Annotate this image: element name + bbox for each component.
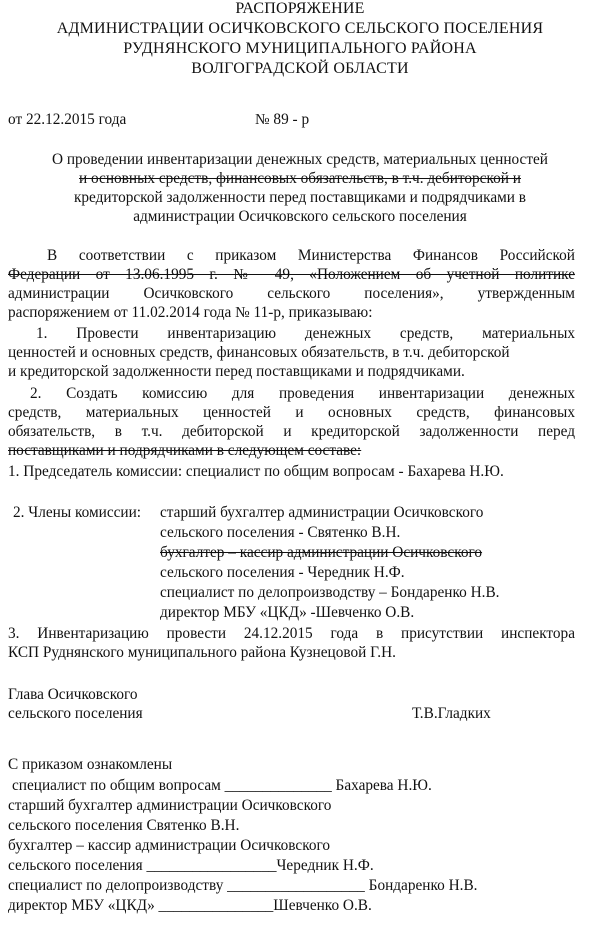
document-type: РАСПОРЯЖЕНИЕ <box>235 0 365 17</box>
item2-line-3: обязательств, в т.ч. дебиторской и кредиторской задолженности перед <box>8 423 575 440</box>
issuer-line-1: АДМИНИСТРАЦИИ ОСИЧКОВСКОГО СЕЛЬСКОГО ПОСЕЛЕНИЯ <box>56 20 544 37</box>
preamble-line-2: Федерации от 13.06.1995 г. № 49, «Положением об учетной политике <box>8 266 575 283</box>
order-number: № 89 - р <box>255 111 310 128</box>
ack-row: сельского поселения Святенко В.Н. <box>8 817 240 834</box>
commission-chairman: 1. Председатель комиссии: специалист по общим вопросам - Бахарева Н.Ю. <box>8 463 504 480</box>
ack-row: бухгалтер – кассир администрации Осичковского <box>8 837 331 854</box>
member-line-4: сельского поселения - Чередник Н.Ф. <box>160 564 405 581</box>
signature-title-2: сельского поселения <box>8 705 143 722</box>
subject-line-1: О проведении инвентаризации денежных средств, материальных ценностей <box>51 151 548 168</box>
order-date: от 22.12.2015 года <box>8 111 127 128</box>
issuer-line-3: ВОЛГОГРАДСКОЙ ОБЛАСТИ <box>191 60 409 77</box>
ack-row: специалист по общим вопросам ______________ Бахарева Н.Ю. <box>12 777 432 794</box>
issuer-line-2: РУДНЯНСКОГО МУНИЦИПАЛЬНОГО РАЙОНА <box>123 40 477 57</box>
ack-row: специалист по делопроизводству __________________ Бондаренко Н.В. <box>8 877 478 894</box>
ack-title: С приказом ознакомлены <box>8 756 173 773</box>
item2-line-4: поставщиками и подрядчиками в следующем составе: <box>8 442 362 459</box>
ack-row: сельского поселения _________________Чередник Н.Ф. <box>8 857 374 874</box>
member-line-3: бухгалтер – кассир администрации Осичковского <box>160 544 483 561</box>
member-line-1: старший бухгалтер администрации Осичковского <box>160 504 484 521</box>
member-line-2: сельского поселения - Святенко В.Н. <box>160 524 401 541</box>
ack-row: директор МБУ «ЦКД» _______________Шевченко О.В. <box>8 897 372 914</box>
item2-line-1: 2. Создать комиссию для проведения инвентаризации денежных <box>30 385 575 402</box>
subject-line-3: кредиторской задолженности перед поставщиками и подрядчиками в <box>73 189 527 206</box>
signature-title-1: Глава Осичковского <box>8 686 138 703</box>
subject-line-4: администрации Осичковского сельского поселения <box>133 208 467 225</box>
member-line-6: директор МБУ «ЦКД» -Шевченко О.В. <box>160 604 415 621</box>
item1-line-2: ценностей и основных средств, финансовых обязательств, в т.ч. дебиторской <box>8 344 510 361</box>
signatory-name: Т.В.Гладких <box>412 705 491 722</box>
item3-line-2: КСП Руднянского муниципального района Кузнецовой Г.Н. <box>8 644 396 661</box>
item1-line-1: 1. Провести инвентаризацию денежных средств, материальных <box>36 325 575 342</box>
members-label: 2. Члены комиссии: <box>13 504 142 521</box>
ack-row: старший бухгалтер администрации Осичковского <box>8 797 332 814</box>
preamble-line-1: В соответствии с приказом Министерства Финансов Российской <box>47 247 575 264</box>
preamble-line-3: администрации Осичковского сельского поселения», утвержденным <box>8 285 575 302</box>
subject-line-2: и основных средств, финансовых обязательств, в т.ч. дебиторской и <box>79 170 521 187</box>
preamble-line-4: распоряжением от 11.02.2014 года № 11-р, приказываю: <box>8 304 373 321</box>
item3-line-1: 3. Инвентаризацию провести 24.12.2015 года в присутствии инспектора <box>8 625 575 642</box>
item2-line-2: средств, материальных ценностей и основных средств, финансовых <box>8 404 575 421</box>
item1-line-3: и кредиторской задолженности перед поставщиками и подрядчиками. <box>8 363 465 380</box>
member-line-5: специалист по делопроизводству – Бондаренко Н.В. <box>160 584 500 601</box>
